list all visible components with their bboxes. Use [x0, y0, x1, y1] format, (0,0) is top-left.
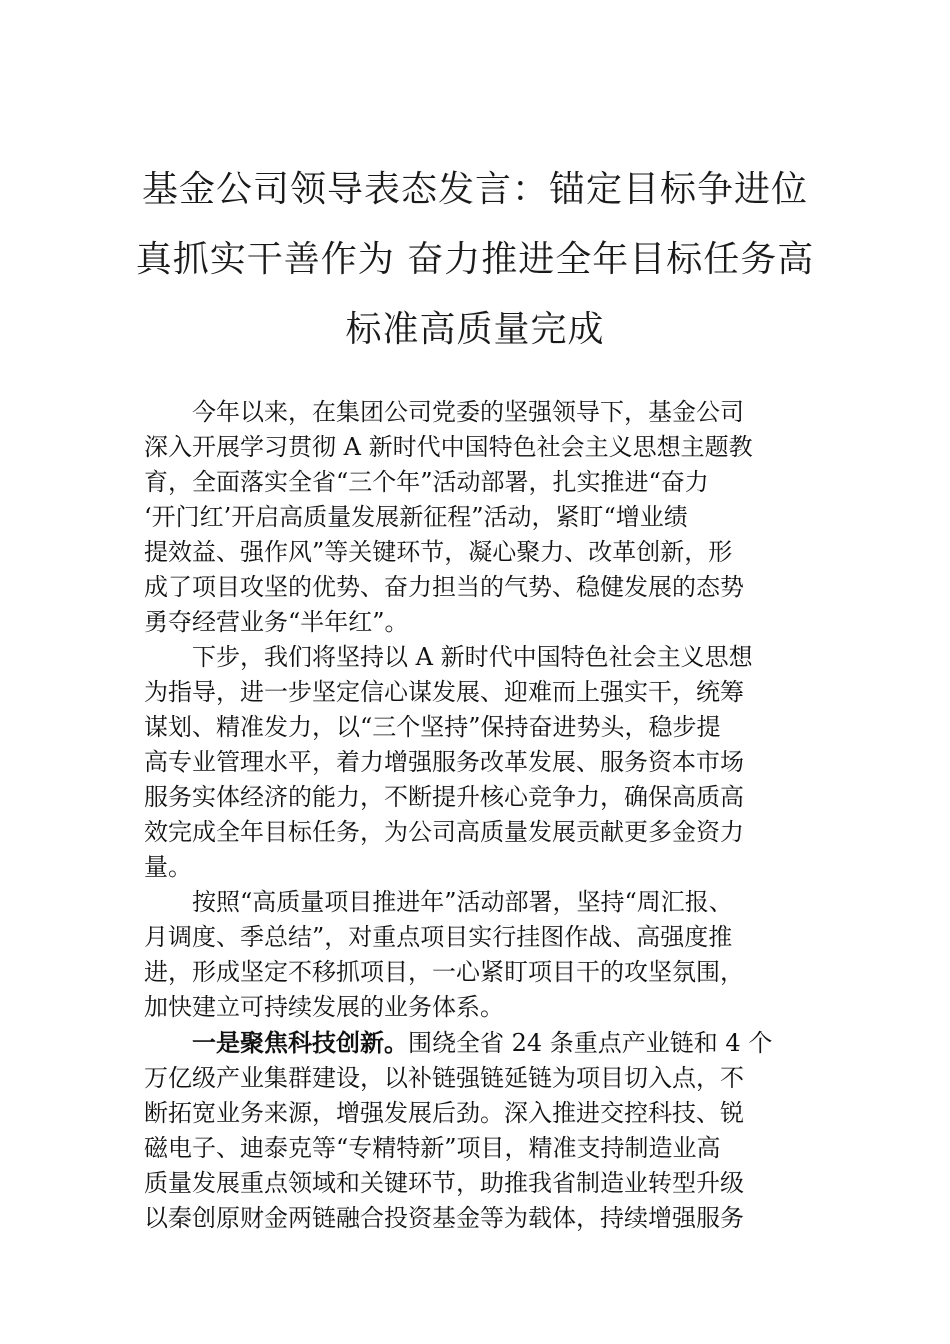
text-line: 高专业管理水平，着力增强服务改革发展、服务资本市场	[144, 748, 744, 776]
text-line: 万亿级产业集群建设，以补链强链延链为项目切入点，不	[144, 1064, 744, 1092]
text-line: 效完成全年目标任务，为公司高质量发展贡献更多金资力	[144, 818, 744, 846]
text-line: 深入开展学习贯彻 A 新时代中国特色社会主义思想主题教	[144, 433, 753, 461]
title-line-1: 基金公司领导表态发言：锚定目标争进位	[141, 169, 808, 210]
text-line: 量。	[144, 853, 192, 881]
text-line: 勇夺经营业务“半年红”。	[144, 608, 409, 636]
text-line: 成了项目攻坚的优势、奋力担当的气势、稳健发展的态势	[144, 573, 744, 601]
text-line: 加快建立可持续发展的业务体系。	[144, 993, 504, 1021]
text-line: 提效益、强作风”等关键环节，凝心聚力、改革创新，形	[144, 538, 733, 566]
text-line: 服务实体经济的能力，不断提升核心竞争力，确保高质高	[144, 783, 744, 811]
paragraph-4	[144, 1025, 820, 1236]
text-line: ‘开门红’开启高质量发展新征程”活动，紧盯“增业绩	[144, 503, 688, 531]
paragraph-3	[144, 885, 820, 1025]
text-line: 为指导，进一步坚定信心谋发展、迎难而上强实干，统筹	[144, 678, 744, 706]
text-line: 按照“高质量项目推进年”活动部署，坚持“周汇报、	[192, 888, 733, 916]
text-line: 以秦创原财金两链融合投资基金等为载体，持续增强服务	[144, 1204, 744, 1232]
section-lead-heading: 一是聚焦科技创新。	[192, 1028, 408, 1057]
text-line: 谋划、精准发力，以“三个坚持”保持奋进势头，稳步提	[144, 713, 721, 741]
document-title	[100, 155, 850, 365]
text-line	[144, 1025, 820, 1061]
document-body	[144, 395, 820, 1236]
text-line: 质量发展重点领域和关键环节，助推我省制造业转型升级	[144, 1169, 744, 1197]
paragraph-2	[144, 640, 820, 885]
title-line-3: 标准高质量完成	[345, 309, 605, 350]
paragraph-1	[144, 395, 820, 640]
text-line: 月调度、季总结”，对重点项目实行挂图作战、高强度推	[144, 923, 733, 951]
text-line: 下步，我们将坚持以 A 新时代中国特色社会主义思想	[192, 643, 753, 671]
text-line: 进，形成坚定不移抓项目，一心紧盯项目干的攻坚氛围，	[144, 958, 744, 986]
lead-line-rest: 围绕全省 24 条重点产业链和 4 个	[408, 1029, 773, 1057]
title-line-2: 真抓实干善作为 奋力推进全年目标任务高	[135, 239, 815, 280]
text-line: 断拓宽业务来源，增强发展后劲。深入推进交控科技、锐	[144, 1099, 744, 1127]
text-line: 今年以来，在集团公司党委的坚强领导下，基金公司	[192, 398, 744, 426]
text-line: 育，全面落实全省“三个年”活动部署，扎实推进“奋力	[144, 468, 709, 496]
text-line: 磁电子、迪泰克等“专精特新”项目，精准支持制造业高	[144, 1134, 721, 1162]
